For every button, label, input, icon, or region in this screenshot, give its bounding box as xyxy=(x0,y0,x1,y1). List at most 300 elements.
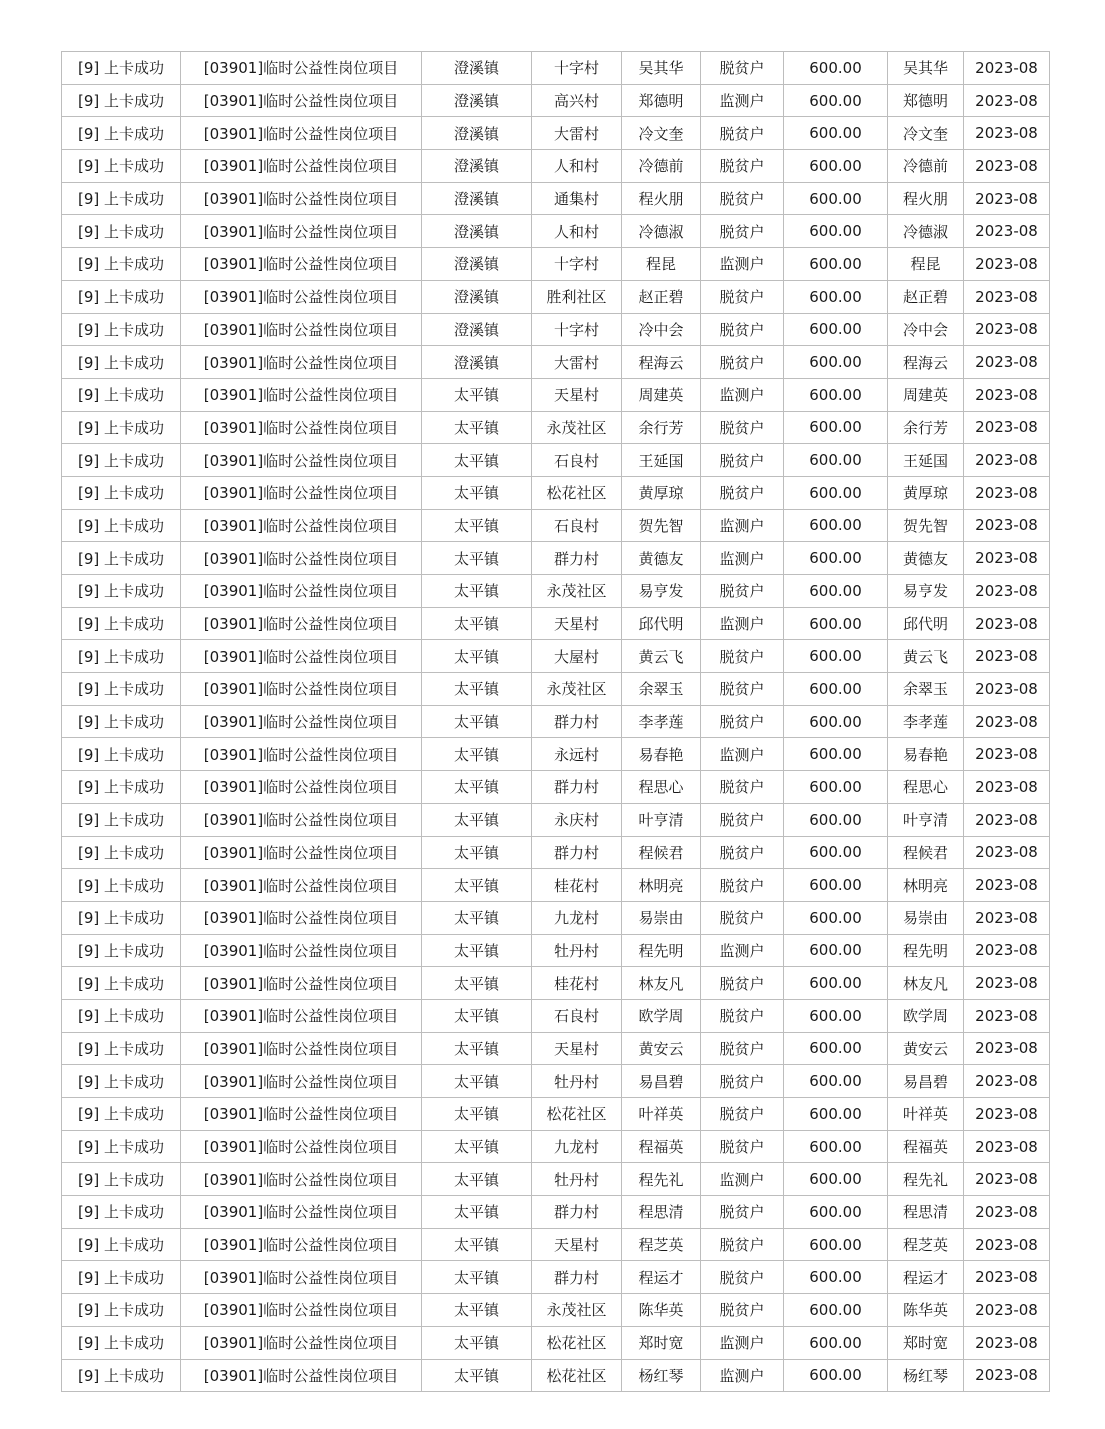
cell-project: [03901]临时公益性岗位项目 xyxy=(181,1359,422,1392)
cell-household-type: 脱贫户 xyxy=(701,673,784,706)
cell-town: 太平镇 xyxy=(422,738,532,771)
cell-town: 太平镇 xyxy=(422,1261,532,1294)
cell-status: [9] 上卡成功 xyxy=(62,738,181,771)
cell-project: [03901]临时公益性岗位项目 xyxy=(181,378,422,411)
cell-period: 2023-08 xyxy=(964,575,1050,608)
cell-status: [9] 上卡成功 xyxy=(62,444,181,477)
cell-household-type: 脱贫户 xyxy=(701,1261,784,1294)
cell-period: 2023-08 xyxy=(964,313,1050,346)
table-row xyxy=(62,738,1050,771)
cell-period: 2023-08 xyxy=(964,705,1050,738)
cell-village: 永远村 xyxy=(532,738,622,771)
cell-village: 石良村 xyxy=(532,999,622,1032)
cell-project: [03901]临时公益性岗位项目 xyxy=(181,967,422,1000)
cell-household-type: 脱贫户 xyxy=(701,771,784,804)
cell-project: [03901]临时公益性岗位项目 xyxy=(181,640,422,673)
cell-status: [9] 上卡成功 xyxy=(62,1326,181,1359)
cell-household-type: 脱贫户 xyxy=(701,117,784,150)
cell-amount: 600.00 xyxy=(784,607,888,640)
cell-payee: 吴其华 xyxy=(888,52,964,85)
cell-payee: 黄厚琼 xyxy=(888,476,964,509)
cell-village: 群力村 xyxy=(532,1196,622,1229)
cell-town: 太平镇 xyxy=(422,444,532,477)
cell-period: 2023-08 xyxy=(964,84,1050,117)
cell-name: 冷德淑 xyxy=(622,215,701,248)
table-row xyxy=(62,411,1050,444)
cell-town: 太平镇 xyxy=(422,575,532,608)
cell-household-type: 脱贫户 xyxy=(701,705,784,738)
cell-payee: 程思清 xyxy=(888,1196,964,1229)
cell-payee: 陈华英 xyxy=(888,1294,964,1327)
cell-amount: 600.00 xyxy=(784,313,888,346)
cell-village: 松花社区 xyxy=(532,1326,622,1359)
cell-household-type: 监测户 xyxy=(701,248,784,281)
cell-payee: 程昆 xyxy=(888,248,964,281)
cell-period: 2023-08 xyxy=(964,1032,1050,1065)
cell-project: [03901]临时公益性岗位项目 xyxy=(181,1130,422,1163)
cell-household-type: 脱贫户 xyxy=(701,215,784,248)
cell-amount: 600.00 xyxy=(784,509,888,542)
cell-period: 2023-08 xyxy=(964,640,1050,673)
cell-payee: 程先明 xyxy=(888,934,964,967)
cell-amount: 600.00 xyxy=(784,1228,888,1261)
cell-household-type: 脱贫户 xyxy=(701,1098,784,1131)
cell-name: 余翠玉 xyxy=(622,673,701,706)
cell-amount: 600.00 xyxy=(784,1294,888,1327)
cell-status: [9] 上卡成功 xyxy=(62,640,181,673)
cell-payee: 郑德明 xyxy=(888,84,964,117)
cell-household-type: 监测户 xyxy=(701,934,784,967)
cell-payee: 叶祥英 xyxy=(888,1098,964,1131)
cell-village: 大雷村 xyxy=(532,346,622,379)
cell-town: 太平镇 xyxy=(422,1326,532,1359)
cell-amount: 600.00 xyxy=(784,1065,888,1098)
cell-name: 程海云 xyxy=(622,346,701,379)
cell-village: 永茂社区 xyxy=(532,1294,622,1327)
cell-name: 黄德友 xyxy=(622,542,701,575)
cell-name: 冷中会 xyxy=(622,313,701,346)
cell-project: [03901]临时公益性岗位项目 xyxy=(181,52,422,85)
cell-town: 太平镇 xyxy=(422,378,532,411)
cell-period: 2023-08 xyxy=(964,1359,1050,1392)
cell-status: [9] 上卡成功 xyxy=(62,1065,181,1098)
cell-period: 2023-08 xyxy=(964,509,1050,542)
cell-name: 陈华英 xyxy=(622,1294,701,1327)
cell-amount: 600.00 xyxy=(784,1261,888,1294)
cell-village: 九龙村 xyxy=(532,1130,622,1163)
cell-amount: 600.00 xyxy=(784,705,888,738)
cell-village: 石良村 xyxy=(532,444,622,477)
cell-period: 2023-08 xyxy=(964,803,1050,836)
cell-status: [9] 上卡成功 xyxy=(62,542,181,575)
cell-name: 余行芳 xyxy=(622,411,701,444)
cell-payee: 程思心 xyxy=(888,771,964,804)
cell-amount: 600.00 xyxy=(784,1359,888,1392)
cell-town: 澄溪镇 xyxy=(422,313,532,346)
cell-household-type: 脱贫户 xyxy=(701,575,784,608)
table-row xyxy=(62,999,1050,1032)
cell-project: [03901]临时公益性岗位项目 xyxy=(181,117,422,150)
cell-village: 永庆村 xyxy=(532,803,622,836)
cell-project: [03901]临时公益性岗位项目 xyxy=(181,182,422,215)
cell-status: [9] 上卡成功 xyxy=(62,313,181,346)
cell-status: [9] 上卡成功 xyxy=(62,999,181,1032)
cell-village: 群力村 xyxy=(532,836,622,869)
cell-name: 杨红琴 xyxy=(622,1359,701,1392)
cell-amount: 600.00 xyxy=(784,836,888,869)
cell-payee: 黄云飞 xyxy=(888,640,964,673)
cell-amount: 600.00 xyxy=(784,542,888,575)
cell-status: [9] 上卡成功 xyxy=(62,280,181,313)
cell-status: [9] 上卡成功 xyxy=(62,1359,181,1392)
cell-name: 程运才 xyxy=(622,1261,701,1294)
cell-village: 高兴村 xyxy=(532,84,622,117)
table-row xyxy=(62,215,1050,248)
cell-amount: 600.00 xyxy=(784,575,888,608)
cell-town: 太平镇 xyxy=(422,1163,532,1196)
table-row xyxy=(62,1065,1050,1098)
cell-project: [03901]临时公益性岗位项目 xyxy=(181,542,422,575)
cell-payee: 程先礼 xyxy=(888,1163,964,1196)
cell-project: [03901]临时公益性岗位项目 xyxy=(181,509,422,542)
payment-records-table xyxy=(61,51,1050,1392)
table-row xyxy=(62,1359,1050,1392)
cell-project: [03901]临时公益性岗位项目 xyxy=(181,836,422,869)
cell-village: 群力村 xyxy=(532,705,622,738)
cell-village: 群力村 xyxy=(532,1261,622,1294)
cell-payee: 王延国 xyxy=(888,444,964,477)
cell-town: 太平镇 xyxy=(422,1359,532,1392)
table-row xyxy=(62,1326,1050,1359)
cell-payee: 叶亨清 xyxy=(888,803,964,836)
cell-period: 2023-08 xyxy=(964,869,1050,902)
cell-project: [03901]临时公益性岗位项目 xyxy=(181,346,422,379)
cell-household-type: 脱贫户 xyxy=(701,1196,784,1229)
cell-status: [9] 上卡成功 xyxy=(62,705,181,738)
cell-household-type: 监测户 xyxy=(701,738,784,771)
cell-household-type: 脱贫户 xyxy=(701,476,784,509)
cell-village: 松花社区 xyxy=(532,476,622,509)
cell-payee: 黄德友 xyxy=(888,542,964,575)
cell-status: [9] 上卡成功 xyxy=(62,1196,181,1229)
cell-project: [03901]临时公益性岗位项目 xyxy=(181,1326,422,1359)
cell-payee: 冷德前 xyxy=(888,150,964,183)
cell-town: 太平镇 xyxy=(422,1098,532,1131)
table-row xyxy=(62,280,1050,313)
table-row xyxy=(62,869,1050,902)
cell-name: 林明亮 xyxy=(622,869,701,902)
cell-period: 2023-08 xyxy=(964,150,1050,183)
cell-status: [9] 上卡成功 xyxy=(62,84,181,117)
cell-payee: 周建英 xyxy=(888,378,964,411)
cell-town: 太平镇 xyxy=(422,934,532,967)
cell-village: 大雷村 xyxy=(532,117,622,150)
cell-name: 叶亨清 xyxy=(622,803,701,836)
table-row xyxy=(62,84,1050,117)
cell-project: [03901]临时公益性岗位项目 xyxy=(181,84,422,117)
cell-period: 2023-08 xyxy=(964,476,1050,509)
table-row xyxy=(62,313,1050,346)
cell-period: 2023-08 xyxy=(964,117,1050,150)
cell-household-type: 脱贫户 xyxy=(701,52,784,85)
cell-project: [03901]临时公益性岗位项目 xyxy=(181,607,422,640)
cell-town: 太平镇 xyxy=(422,705,532,738)
cell-project: [03901]临时公益性岗位项目 xyxy=(181,150,422,183)
cell-amount: 600.00 xyxy=(784,52,888,85)
cell-period: 2023-08 xyxy=(964,738,1050,771)
cell-status: [9] 上卡成功 xyxy=(62,248,181,281)
cell-household-type: 脱贫户 xyxy=(701,346,784,379)
cell-town: 澄溪镇 xyxy=(422,248,532,281)
cell-status: [9] 上卡成功 xyxy=(62,607,181,640)
cell-town: 太平镇 xyxy=(422,1196,532,1229)
cell-household-type: 监测户 xyxy=(701,1163,784,1196)
cell-amount: 600.00 xyxy=(784,1130,888,1163)
cell-village: 十字村 xyxy=(532,248,622,281)
cell-amount: 600.00 xyxy=(784,901,888,934)
cell-amount: 600.00 xyxy=(784,444,888,477)
cell-project: [03901]临时公益性岗位项目 xyxy=(181,313,422,346)
cell-status: [9] 上卡成功 xyxy=(62,1261,181,1294)
cell-name: 邱代明 xyxy=(622,607,701,640)
cell-period: 2023-08 xyxy=(964,215,1050,248)
cell-period: 2023-08 xyxy=(964,1065,1050,1098)
cell-period: 2023-08 xyxy=(964,1228,1050,1261)
cell-household-type: 脱贫户 xyxy=(701,280,784,313)
cell-village: 胜利社区 xyxy=(532,280,622,313)
cell-status: [9] 上卡成功 xyxy=(62,673,181,706)
cell-status: [9] 上卡成功 xyxy=(62,346,181,379)
cell-status: [9] 上卡成功 xyxy=(62,1228,181,1261)
cell-town: 太平镇 xyxy=(422,1228,532,1261)
cell-payee: 余翠玉 xyxy=(888,673,964,706)
cell-village: 石良村 xyxy=(532,509,622,542)
cell-town: 太平镇 xyxy=(422,607,532,640)
cell-village: 松花社区 xyxy=(532,1098,622,1131)
cell-amount: 600.00 xyxy=(784,215,888,248)
cell-amount: 600.00 xyxy=(784,869,888,902)
cell-status: [9] 上卡成功 xyxy=(62,1032,181,1065)
cell-payee: 黄安云 xyxy=(888,1032,964,1065)
cell-name: 欧学周 xyxy=(622,999,701,1032)
cell-project: [03901]临时公益性岗位项目 xyxy=(181,248,422,281)
table-row xyxy=(62,1261,1050,1294)
cell-name: 王延国 xyxy=(622,444,701,477)
table-row xyxy=(62,542,1050,575)
cell-name: 程先明 xyxy=(622,934,701,967)
cell-household-type: 脱贫户 xyxy=(701,1130,784,1163)
cell-village: 大屋村 xyxy=(532,640,622,673)
cell-village: 群力村 xyxy=(532,542,622,575)
cell-town: 太平镇 xyxy=(422,640,532,673)
cell-name: 程福英 xyxy=(622,1130,701,1163)
cell-name: 李孝莲 xyxy=(622,705,701,738)
cell-period: 2023-08 xyxy=(964,346,1050,379)
cell-household-type: 监测户 xyxy=(701,378,784,411)
table-row xyxy=(62,967,1050,1000)
cell-name: 赵正碧 xyxy=(622,280,701,313)
cell-payee: 贺先智 xyxy=(888,509,964,542)
cell-amount: 600.00 xyxy=(784,803,888,836)
cell-period: 2023-08 xyxy=(964,967,1050,1000)
cell-household-type: 脱贫户 xyxy=(701,1228,784,1261)
cell-status: [9] 上卡成功 xyxy=(62,1294,181,1327)
cell-town: 太平镇 xyxy=(422,1294,532,1327)
cell-project: [03901]临时公益性岗位项目 xyxy=(181,934,422,967)
cell-amount: 600.00 xyxy=(784,1163,888,1196)
cell-amount: 600.00 xyxy=(784,476,888,509)
cell-payee: 杨红琴 xyxy=(888,1359,964,1392)
cell-status: [9] 上卡成功 xyxy=(62,803,181,836)
cell-name: 易亨发 xyxy=(622,575,701,608)
table-row xyxy=(62,934,1050,967)
cell-status: [9] 上卡成功 xyxy=(62,869,181,902)
table-row xyxy=(62,901,1050,934)
cell-town: 澄溪镇 xyxy=(422,150,532,183)
cell-town: 澄溪镇 xyxy=(422,84,532,117)
cell-town: 太平镇 xyxy=(422,869,532,902)
cell-town: 太平镇 xyxy=(422,771,532,804)
table-row xyxy=(62,575,1050,608)
cell-village: 群力村 xyxy=(532,771,622,804)
cell-name: 贺先智 xyxy=(622,509,701,542)
cell-town: 澄溪镇 xyxy=(422,346,532,379)
table-row xyxy=(62,1098,1050,1131)
cell-period: 2023-08 xyxy=(964,52,1050,85)
cell-household-type: 脱贫户 xyxy=(701,869,784,902)
cell-household-type: 脱贫户 xyxy=(701,150,784,183)
cell-payee: 郑时宽 xyxy=(888,1326,964,1359)
cell-town: 澄溪镇 xyxy=(422,215,532,248)
table-row xyxy=(62,182,1050,215)
cell-project: [03901]临时公益性岗位项目 xyxy=(181,803,422,836)
cell-name: 黄厚琼 xyxy=(622,476,701,509)
cell-payee: 程福英 xyxy=(888,1130,964,1163)
table-row xyxy=(62,771,1050,804)
cell-project: [03901]临时公益性岗位项目 xyxy=(181,1228,422,1261)
cell-project: [03901]临时公益性岗位项目 xyxy=(181,476,422,509)
cell-village: 永茂社区 xyxy=(532,575,622,608)
cell-town: 澄溪镇 xyxy=(422,52,532,85)
cell-amount: 600.00 xyxy=(784,967,888,1000)
cell-name: 程候君 xyxy=(622,836,701,869)
cell-village: 十字村 xyxy=(532,313,622,346)
cell-town: 澄溪镇 xyxy=(422,182,532,215)
cell-payee: 冷德淑 xyxy=(888,215,964,248)
cell-status: [9] 上卡成功 xyxy=(62,771,181,804)
table-row xyxy=(62,836,1050,869)
table-row xyxy=(62,476,1050,509)
table-row xyxy=(62,52,1050,85)
cell-status: [9] 上卡成功 xyxy=(62,575,181,608)
cell-status: [9] 上卡成功 xyxy=(62,1098,181,1131)
cell-payee: 程候君 xyxy=(888,836,964,869)
table-row xyxy=(62,1228,1050,1261)
cell-project: [03901]临时公益性岗位项目 xyxy=(181,1065,422,1098)
cell-status: [9] 上卡成功 xyxy=(62,150,181,183)
cell-status: [9] 上卡成功 xyxy=(62,378,181,411)
cell-project: [03901]临时公益性岗位项目 xyxy=(181,1163,422,1196)
cell-household-type: 脱贫户 xyxy=(701,1294,784,1327)
cell-project: [03901]临时公益性岗位项目 xyxy=(181,738,422,771)
cell-village: 松花社区 xyxy=(532,1359,622,1392)
cell-town: 太平镇 xyxy=(422,673,532,706)
cell-household-type: 监测户 xyxy=(701,607,784,640)
cell-amount: 600.00 xyxy=(784,117,888,150)
cell-payee: 易亨发 xyxy=(888,575,964,608)
cell-household-type: 脱贫户 xyxy=(701,640,784,673)
cell-project: [03901]临时公益性岗位项目 xyxy=(181,705,422,738)
cell-town: 太平镇 xyxy=(422,836,532,869)
cell-village: 永茂社区 xyxy=(532,411,622,444)
table-row xyxy=(62,1163,1050,1196)
cell-period: 2023-08 xyxy=(964,1261,1050,1294)
cell-amount: 600.00 xyxy=(784,1032,888,1065)
cell-amount: 600.00 xyxy=(784,411,888,444)
table-body xyxy=(62,52,1050,1392)
cell-status: [9] 上卡成功 xyxy=(62,182,181,215)
table-row xyxy=(62,673,1050,706)
cell-town: 太平镇 xyxy=(422,476,532,509)
cell-name: 吴其华 xyxy=(622,52,701,85)
cell-payee: 冷文奎 xyxy=(888,117,964,150)
cell-town: 太平镇 xyxy=(422,542,532,575)
table-row xyxy=(62,1294,1050,1327)
cell-payee: 邱代明 xyxy=(888,607,964,640)
cell-status: [9] 上卡成功 xyxy=(62,934,181,967)
cell-status: [9] 上卡成功 xyxy=(62,1130,181,1163)
cell-amount: 600.00 xyxy=(784,182,888,215)
table-row xyxy=(62,444,1050,477)
cell-town: 太平镇 xyxy=(422,1065,532,1098)
cell-period: 2023-08 xyxy=(964,182,1050,215)
cell-period: 2023-08 xyxy=(964,248,1050,281)
cell-name: 冷文奎 xyxy=(622,117,701,150)
cell-town: 太平镇 xyxy=(422,901,532,934)
cell-name: 程先礼 xyxy=(622,1163,701,1196)
cell-project: [03901]临时公益性岗位项目 xyxy=(181,771,422,804)
cell-project: [03901]临时公益性岗位项目 xyxy=(181,280,422,313)
cell-period: 2023-08 xyxy=(964,1294,1050,1327)
cell-household-type: 脱贫户 xyxy=(701,967,784,1000)
cell-period: 2023-08 xyxy=(964,836,1050,869)
cell-period: 2023-08 xyxy=(964,1130,1050,1163)
cell-project: [03901]临时公益性岗位项目 xyxy=(181,411,422,444)
cell-village: 天星村 xyxy=(532,607,622,640)
cell-name: 易昌碧 xyxy=(622,1065,701,1098)
cell-period: 2023-08 xyxy=(964,1326,1050,1359)
cell-name: 冷德前 xyxy=(622,150,701,183)
cell-name: 程火朋 xyxy=(622,182,701,215)
cell-village: 通集村 xyxy=(532,182,622,215)
cell-town: 太平镇 xyxy=(422,411,532,444)
cell-project: [03901]临时公益性岗位项目 xyxy=(181,673,422,706)
table-row xyxy=(62,803,1050,836)
cell-household-type: 监测户 xyxy=(701,1359,784,1392)
cell-status: [9] 上卡成功 xyxy=(62,411,181,444)
cell-payee: 余行芳 xyxy=(888,411,964,444)
cell-household-type: 脱贫户 xyxy=(701,411,784,444)
cell-village: 牡丹村 xyxy=(532,934,622,967)
cell-amount: 600.00 xyxy=(784,673,888,706)
cell-payee: 赵正碧 xyxy=(888,280,964,313)
cell-project: [03901]临时公益性岗位项目 xyxy=(181,215,422,248)
cell-project: [03901]临时公益性岗位项目 xyxy=(181,1098,422,1131)
cell-village: 九龙村 xyxy=(532,901,622,934)
cell-period: 2023-08 xyxy=(964,999,1050,1032)
cell-amount: 600.00 xyxy=(784,346,888,379)
cell-period: 2023-08 xyxy=(964,280,1050,313)
